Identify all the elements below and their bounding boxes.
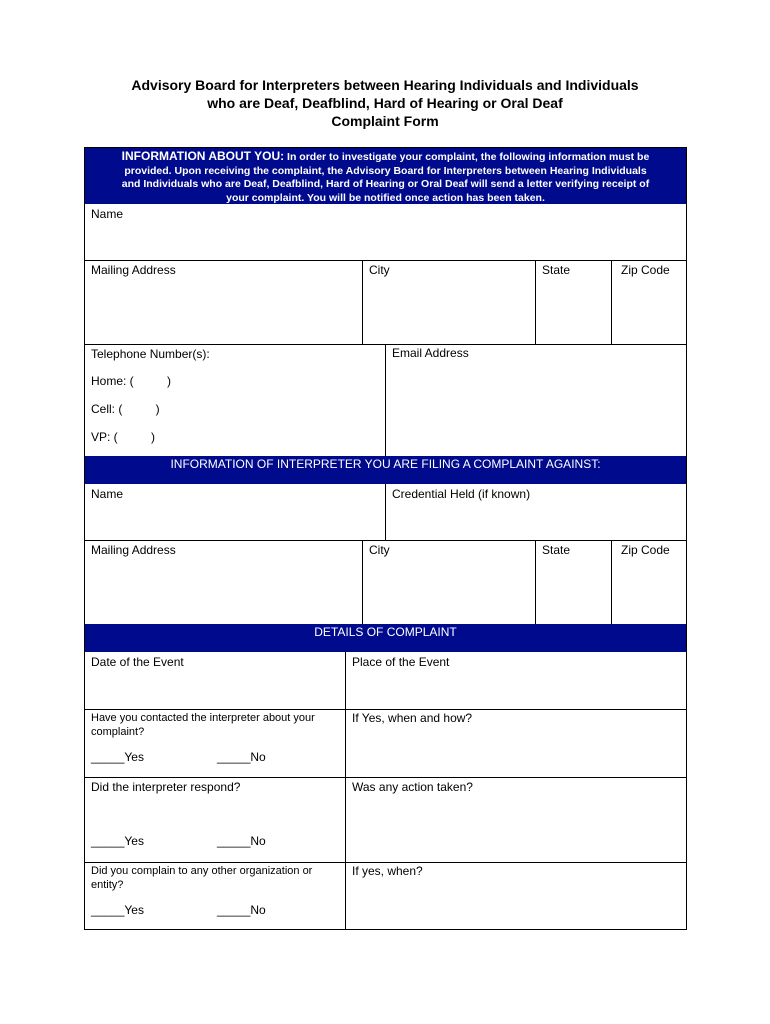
if-yes-when-field[interactable]: If yes, when? <box>352 864 423 878</box>
respond-yes-option[interactable]: _____Yes <box>91 834 144 848</box>
name-field[interactable]: Name <box>91 207 124 221</box>
interpreter-name-field[interactable]: Name <box>91 487 124 501</box>
intro-text-3: and Individuals who are Deaf, Deafblind, Hard of Hearing or Oral Deaf will send a letter verifying receipt of <box>121 178 650 190</box>
interpreter-city-field[interactable]: City <box>369 543 390 557</box>
telephone-label: Telephone Number(s): <box>91 347 210 361</box>
section-3-heading: DETAILS OF COMPLAINT <box>314 625 457 639</box>
intro-text-1: In order to investigate your complaint, the following information must be <box>287 151 650 163</box>
interpreter-respond-question: Did the interpreter respond? <box>91 780 241 794</box>
contacted-interpreter-question: Have you contacted the interpreter about your complaint? <box>91 712 315 738</box>
if-yes-when-how-field[interactable]: If Yes, when and how? <box>352 711 473 725</box>
other-org-no-option[interactable]: _____No <box>217 903 266 917</box>
title-line-1: Advisory Board for Interpreters between Hearing Individuals and Individuals <box>131 77 639 93</box>
date-of-event-field[interactable]: Date of the Event <box>91 655 184 669</box>
section-header-details <box>85 624 686 652</box>
section-header-interpreter <box>85 456 686 484</box>
interpreter-zip-code-field[interactable]: Zip Code <box>621 543 670 557</box>
email-address-field[interactable]: Email Address <box>392 346 469 360</box>
other-org-yes-option[interactable]: _____Yes <box>91 903 144 917</box>
state-field[interactable]: State <box>542 263 571 277</box>
cell-phone-field[interactable]: Cell: ( ) <box>91 402 160 416</box>
credential-held-field[interactable]: Credential Held (if known) <box>392 487 531 501</box>
vp-phone-field[interactable]: VP: ( ) <box>91 430 156 444</box>
form-title <box>0 76 770 130</box>
interpreter-mailing-address-field[interactable]: Mailing Address <box>91 543 176 557</box>
home-phone-field[interactable]: Home: ( ) <box>91 374 172 388</box>
other-organization-question: Did you complain to any other organization or entity? <box>91 865 313 891</box>
interpreter-state-field[interactable]: State <box>542 543 571 557</box>
section-2-heading: INFORMATION OF INTERPRETER YOU ARE FILING A COMPLAINT AGAINST: <box>170 457 601 471</box>
contacted-yes-option[interactable]: _____Yes <box>91 750 144 764</box>
complaint-form <box>84 147 687 930</box>
respond-no-option[interactable]: _____No <box>217 834 266 848</box>
contacted-no-option[interactable]: _____No <box>217 750 266 764</box>
action-taken-field[interactable]: Was any action taken? <box>352 780 473 794</box>
section-heading: INFORMATION ABOUT YOU: <box>121 149 285 163</box>
mailing-address-field[interactable]: Mailing Address <box>91 263 176 277</box>
intro-text-2: provided. Upon receiving the complaint, the Advisory Board for Interpreters between Hearing Individuals <box>124 164 647 177</box>
title-line-2: who are Deaf, Deafblind, Hard of Hearing or Oral Deaf <box>207 95 563 111</box>
section-header-about-you <box>85 148 686 204</box>
intro-text-4: your complaint. You will be notified once action has been taken. <box>226 191 545 204</box>
city-field[interactable]: City <box>369 263 390 277</box>
place-of-event-field[interactable]: Place of the Event <box>352 655 450 669</box>
title-line-3: Complaint Form <box>331 113 439 129</box>
zip-code-field[interactable]: Zip Code <box>621 263 670 277</box>
